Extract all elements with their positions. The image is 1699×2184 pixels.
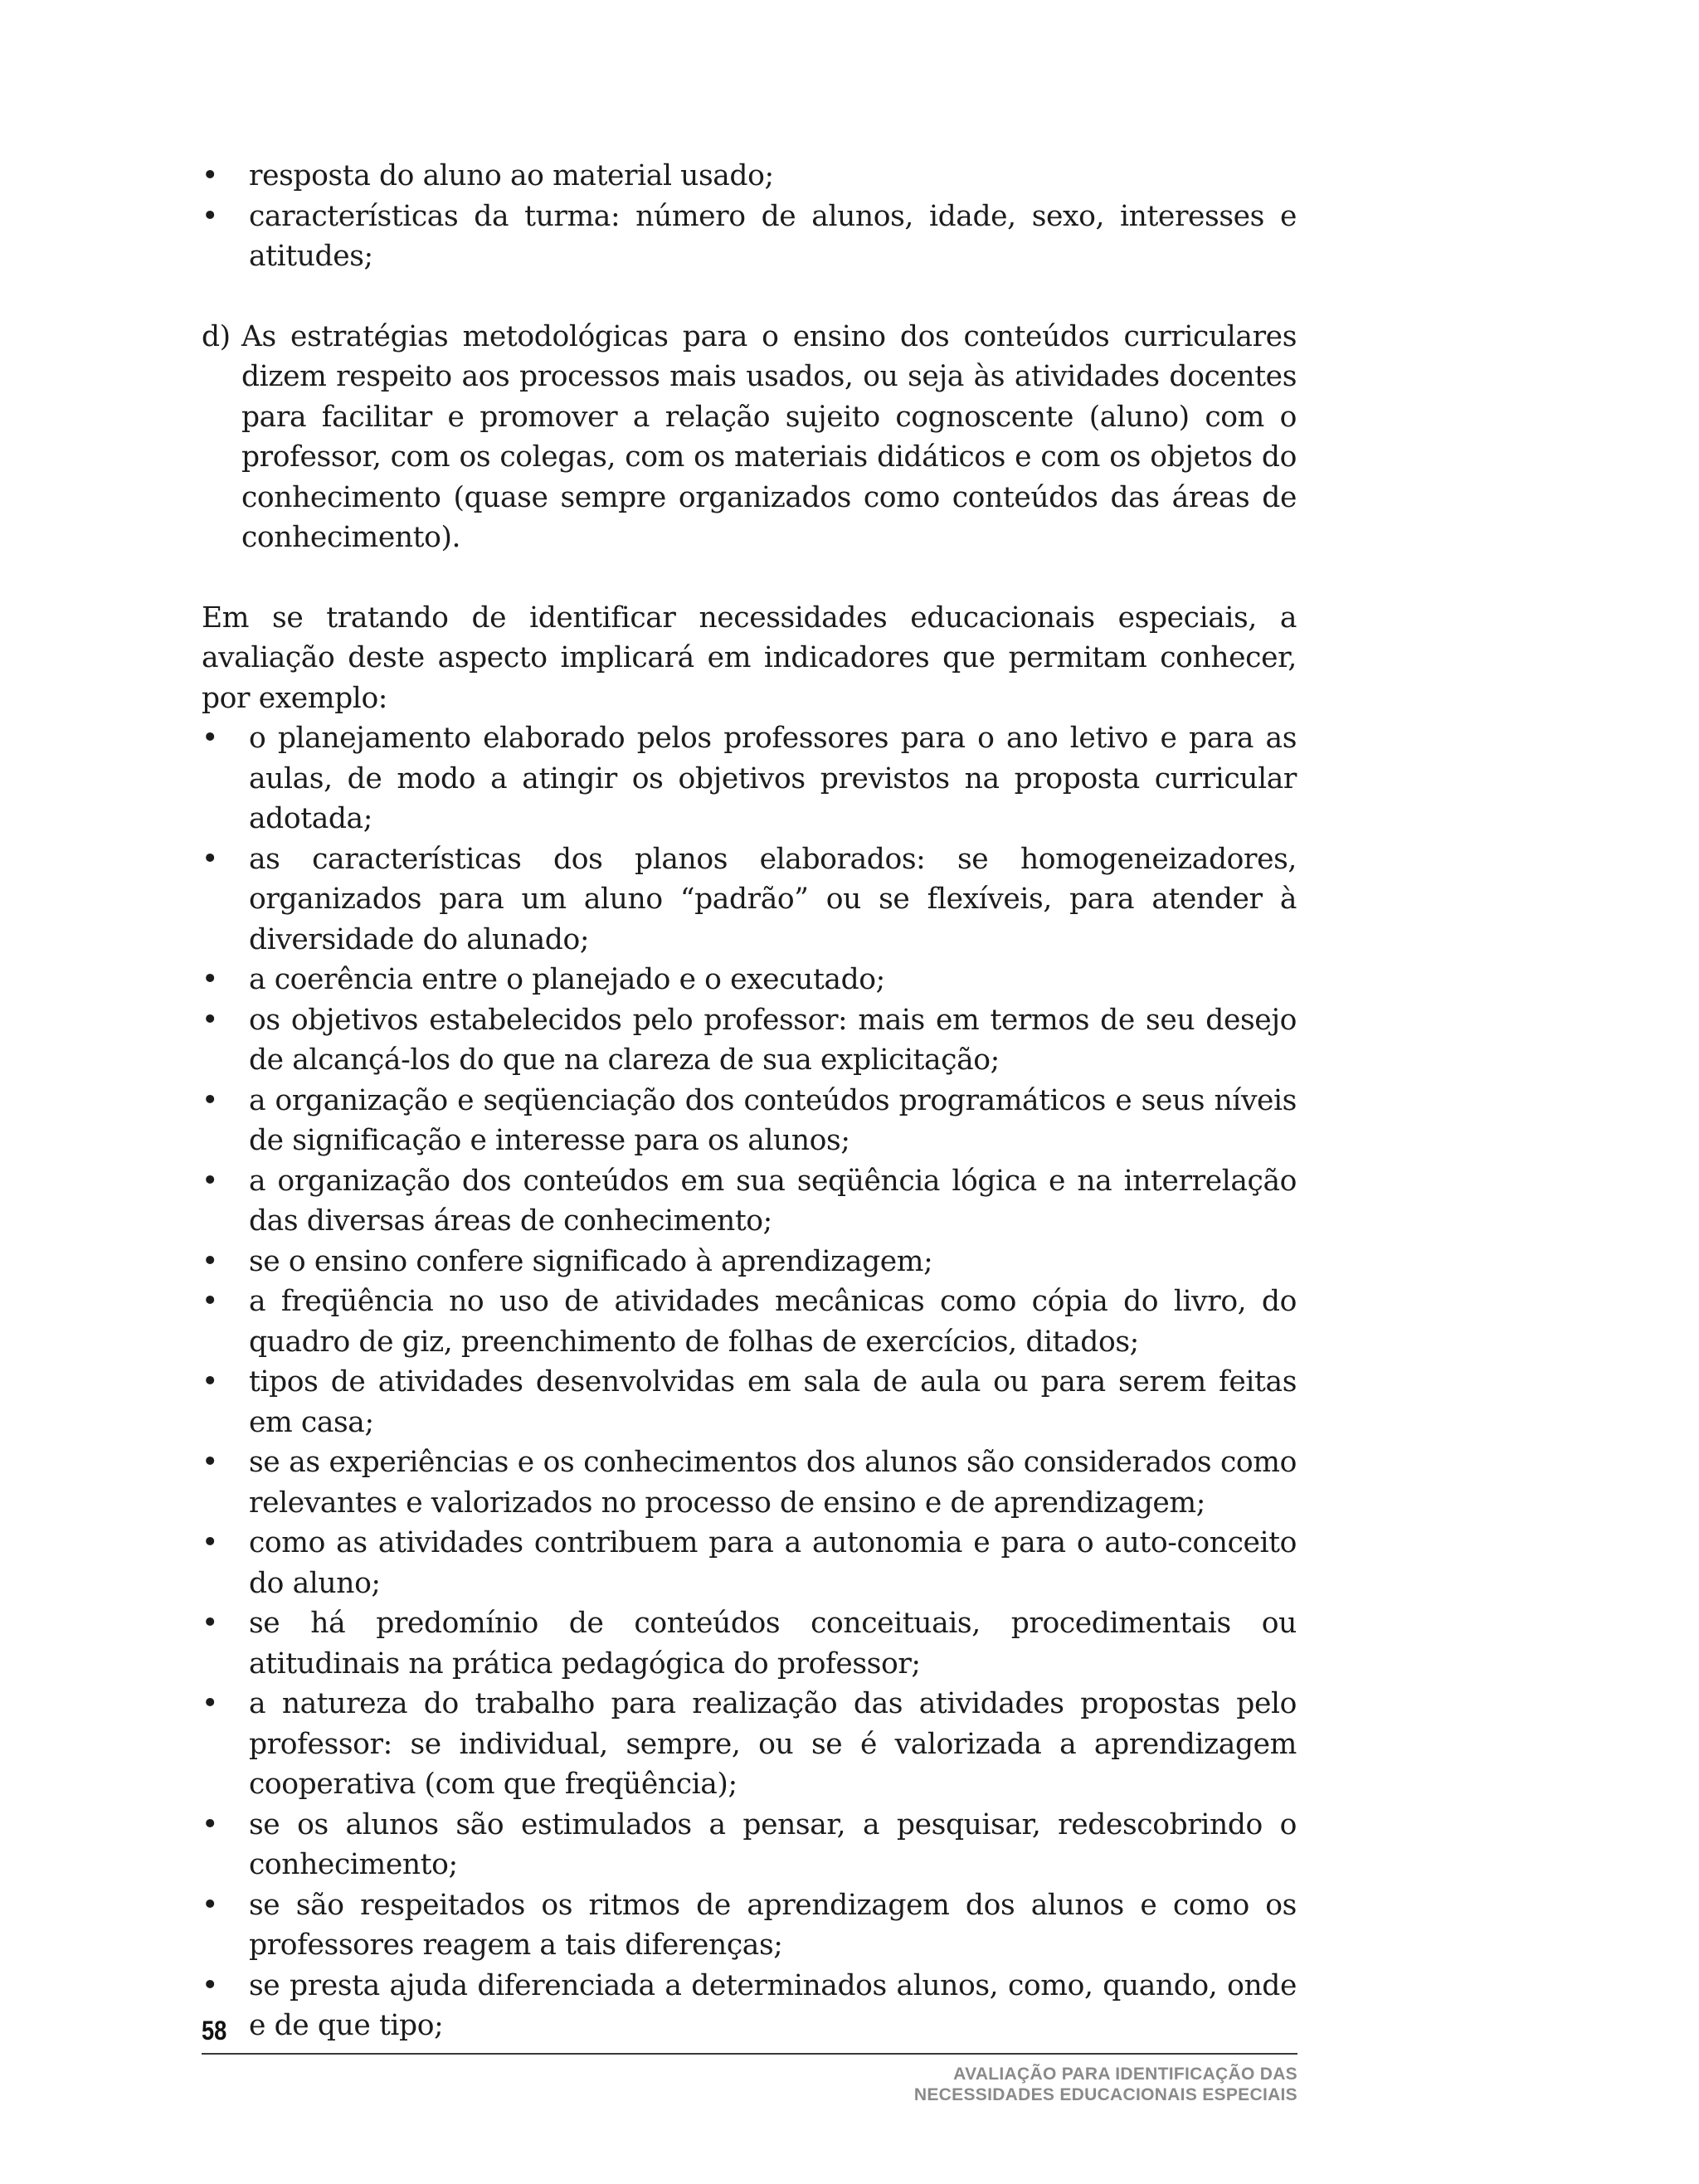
bullet-icon: • — [202, 1526, 218, 1559]
list-item — [202, 197, 1297, 277]
list-item-text: as características dos planos elaborados: se homogeneizadores, organizados para um aluno “padrão” ou se flexíveis, para atender à diversidade do alunado; — [249, 842, 1297, 956]
footer-title-line-1: AVALIAÇÃO PARA IDENTIFICAÇÃO DAS — [953, 2065, 1297, 2084]
list-item — [202, 1000, 1297, 1081]
bullet-icon: • — [202, 1687, 218, 1720]
list-item — [202, 1282, 1297, 1362]
list-item-text: se presta ajuda diferenciada a determinados alunos, como, quando, onde e de que tipo; — [249, 1968, 1297, 2042]
item-d-marker: d) — [202, 319, 231, 353]
item-d-text: As estratégias metodológicas para o ensino dos conteúdos curriculares dizem respeito aos processos mais usados, ou seja às atividades docentes para facilitar e promover a relação sujeito cognoscente (aluno) com o professor, com os colegas, com os materiais didáticos e com os objetos do conhecimento (quase sempre organizados como conteúdos das áreas de conhecimento). — [241, 319, 1297, 554]
list-item — [202, 839, 1297, 961]
bullet-icon: • — [202, 1244, 218, 1278]
list-item-text: resposta do aluno ao material usado; — [249, 159, 774, 192]
list-item-text: se são respeitados os ritmos de aprendizagem dos alunos e como os professores reagem a tais diferenças; — [249, 1888, 1297, 1962]
bullet-icon: • — [202, 1607, 218, 1640]
page-body — [202, 156, 1297, 2046]
item-d-paragraph — [202, 317, 1297, 558]
list-item — [202, 1242, 1297, 1282]
bullet-icon: • — [202, 1003, 218, 1037]
bullet-icon: • — [202, 842, 218, 876]
bullet-icon: • — [202, 159, 218, 192]
bullet-icon: • — [202, 1365, 218, 1398]
bullet-icon: • — [202, 1446, 218, 1479]
bullet-icon: • — [202, 1083, 218, 1117]
list-item-text: a freqüência no uso de atividades mecânicas como cópia do livro, do quadro de giz, preenchimento de folhas de exercícios, ditados; — [249, 1285, 1297, 1359]
list-item-text: se o ensino confere significado à aprendizagem; — [249, 1244, 933, 1278]
top-bullet-list — [202, 156, 1297, 277]
list-item-text: se há predomínio de conteúdos conceituais, procedimentais ou atitudinais na prática pedagógica do professor; — [249, 1607, 1297, 1681]
list-item — [202, 1362, 1297, 1442]
bullet-icon: • — [202, 963, 218, 996]
list-item-text: a natureza do trabalho para realização das atividades propostas pelo professor: se individual, sempre, ou se é valorizada a aprendizagem cooperativa (com que freqüência); — [249, 1687, 1297, 1801]
list-item-text: tipos de atividades desenvolvidas em sala de aula ou para serem feitas em casa; — [249, 1365, 1297, 1439]
list-item-text: se os alunos são estimulados a pensar, a pesquisar, redescobrindo o conhecimento; — [249, 1807, 1297, 1881]
list-item — [202, 1161, 1297, 1242]
list-item-text: os objetivos estabelecidos pelo professor: mais em termos de seu desejo de alcançá-los do que na clareza de sua explicitação; — [249, 1003, 1297, 1077]
list-item — [202, 1966, 1297, 2046]
running-footer-title — [914, 2064, 1297, 2105]
bullet-icon: • — [202, 199, 218, 233]
list-item — [202, 1523, 1297, 1603]
list-item — [202, 718, 1297, 839]
list-item-text: a coerência entre o planejado e o executado; — [249, 963, 885, 996]
list-item-text: características da turma: número de alunos, idade, sexo, interesses e atitudes; — [249, 199, 1297, 273]
list-item — [202, 1603, 1297, 1684]
footer-title-line-2: NECESSIDADES EDUCACIONAIS ESPECIAIS — [913, 2085, 1297, 2104]
list-item-text: como as atividades contribuem para a autonomia e para o auto-conceito do aluno; — [249, 1526, 1297, 1600]
bullet-icon: • — [202, 1807, 218, 1841]
list-item — [202, 1684, 1297, 1805]
list-item — [202, 960, 1297, 1000]
footer-divider — [202, 2053, 1297, 2055]
bullet-icon: • — [202, 1164, 218, 1198]
indicator-list — [202, 718, 1297, 2046]
list-item — [202, 1805, 1297, 1885]
bullet-icon: • — [202, 722, 218, 755]
intro-paragraph: Em se tratando de identificar necessidades educacionais especiais, a avaliação deste aspecto implicará em indicadores que permitam conhecer, por exemplo: — [202, 601, 1297, 715]
list-item — [202, 156, 1297, 197]
list-item — [202, 1442, 1297, 1523]
list-item-text: o planejamento elaborado pelos professores para o ano letivo e para as aulas, de modo a atingir os objetivos previstos na proposta curricular adotada; — [249, 722, 1297, 835]
bullet-icon: • — [202, 1888, 218, 1922]
list-item — [202, 1885, 1297, 1966]
page-number: 58 — [202, 2016, 227, 2045]
bullet-icon: • — [202, 1968, 218, 2002]
list-item-text: a organização dos conteúdos em sua seqüência lógica e na interrelação das diversas áreas de conhecimento; — [249, 1164, 1297, 1238]
list-item — [202, 1081, 1297, 1161]
list-item-text: a organização e seqüenciação dos conteúdos programáticos e seus níveis de significação e interesse para os alunos; — [249, 1083, 1297, 1157]
list-item-text: se as experiências e os conhecimentos dos alunos são considerados como relevantes e valorizados no processo de ensino e de aprendizagem; — [249, 1446, 1297, 1520]
bullet-icon: • — [202, 1285, 218, 1318]
